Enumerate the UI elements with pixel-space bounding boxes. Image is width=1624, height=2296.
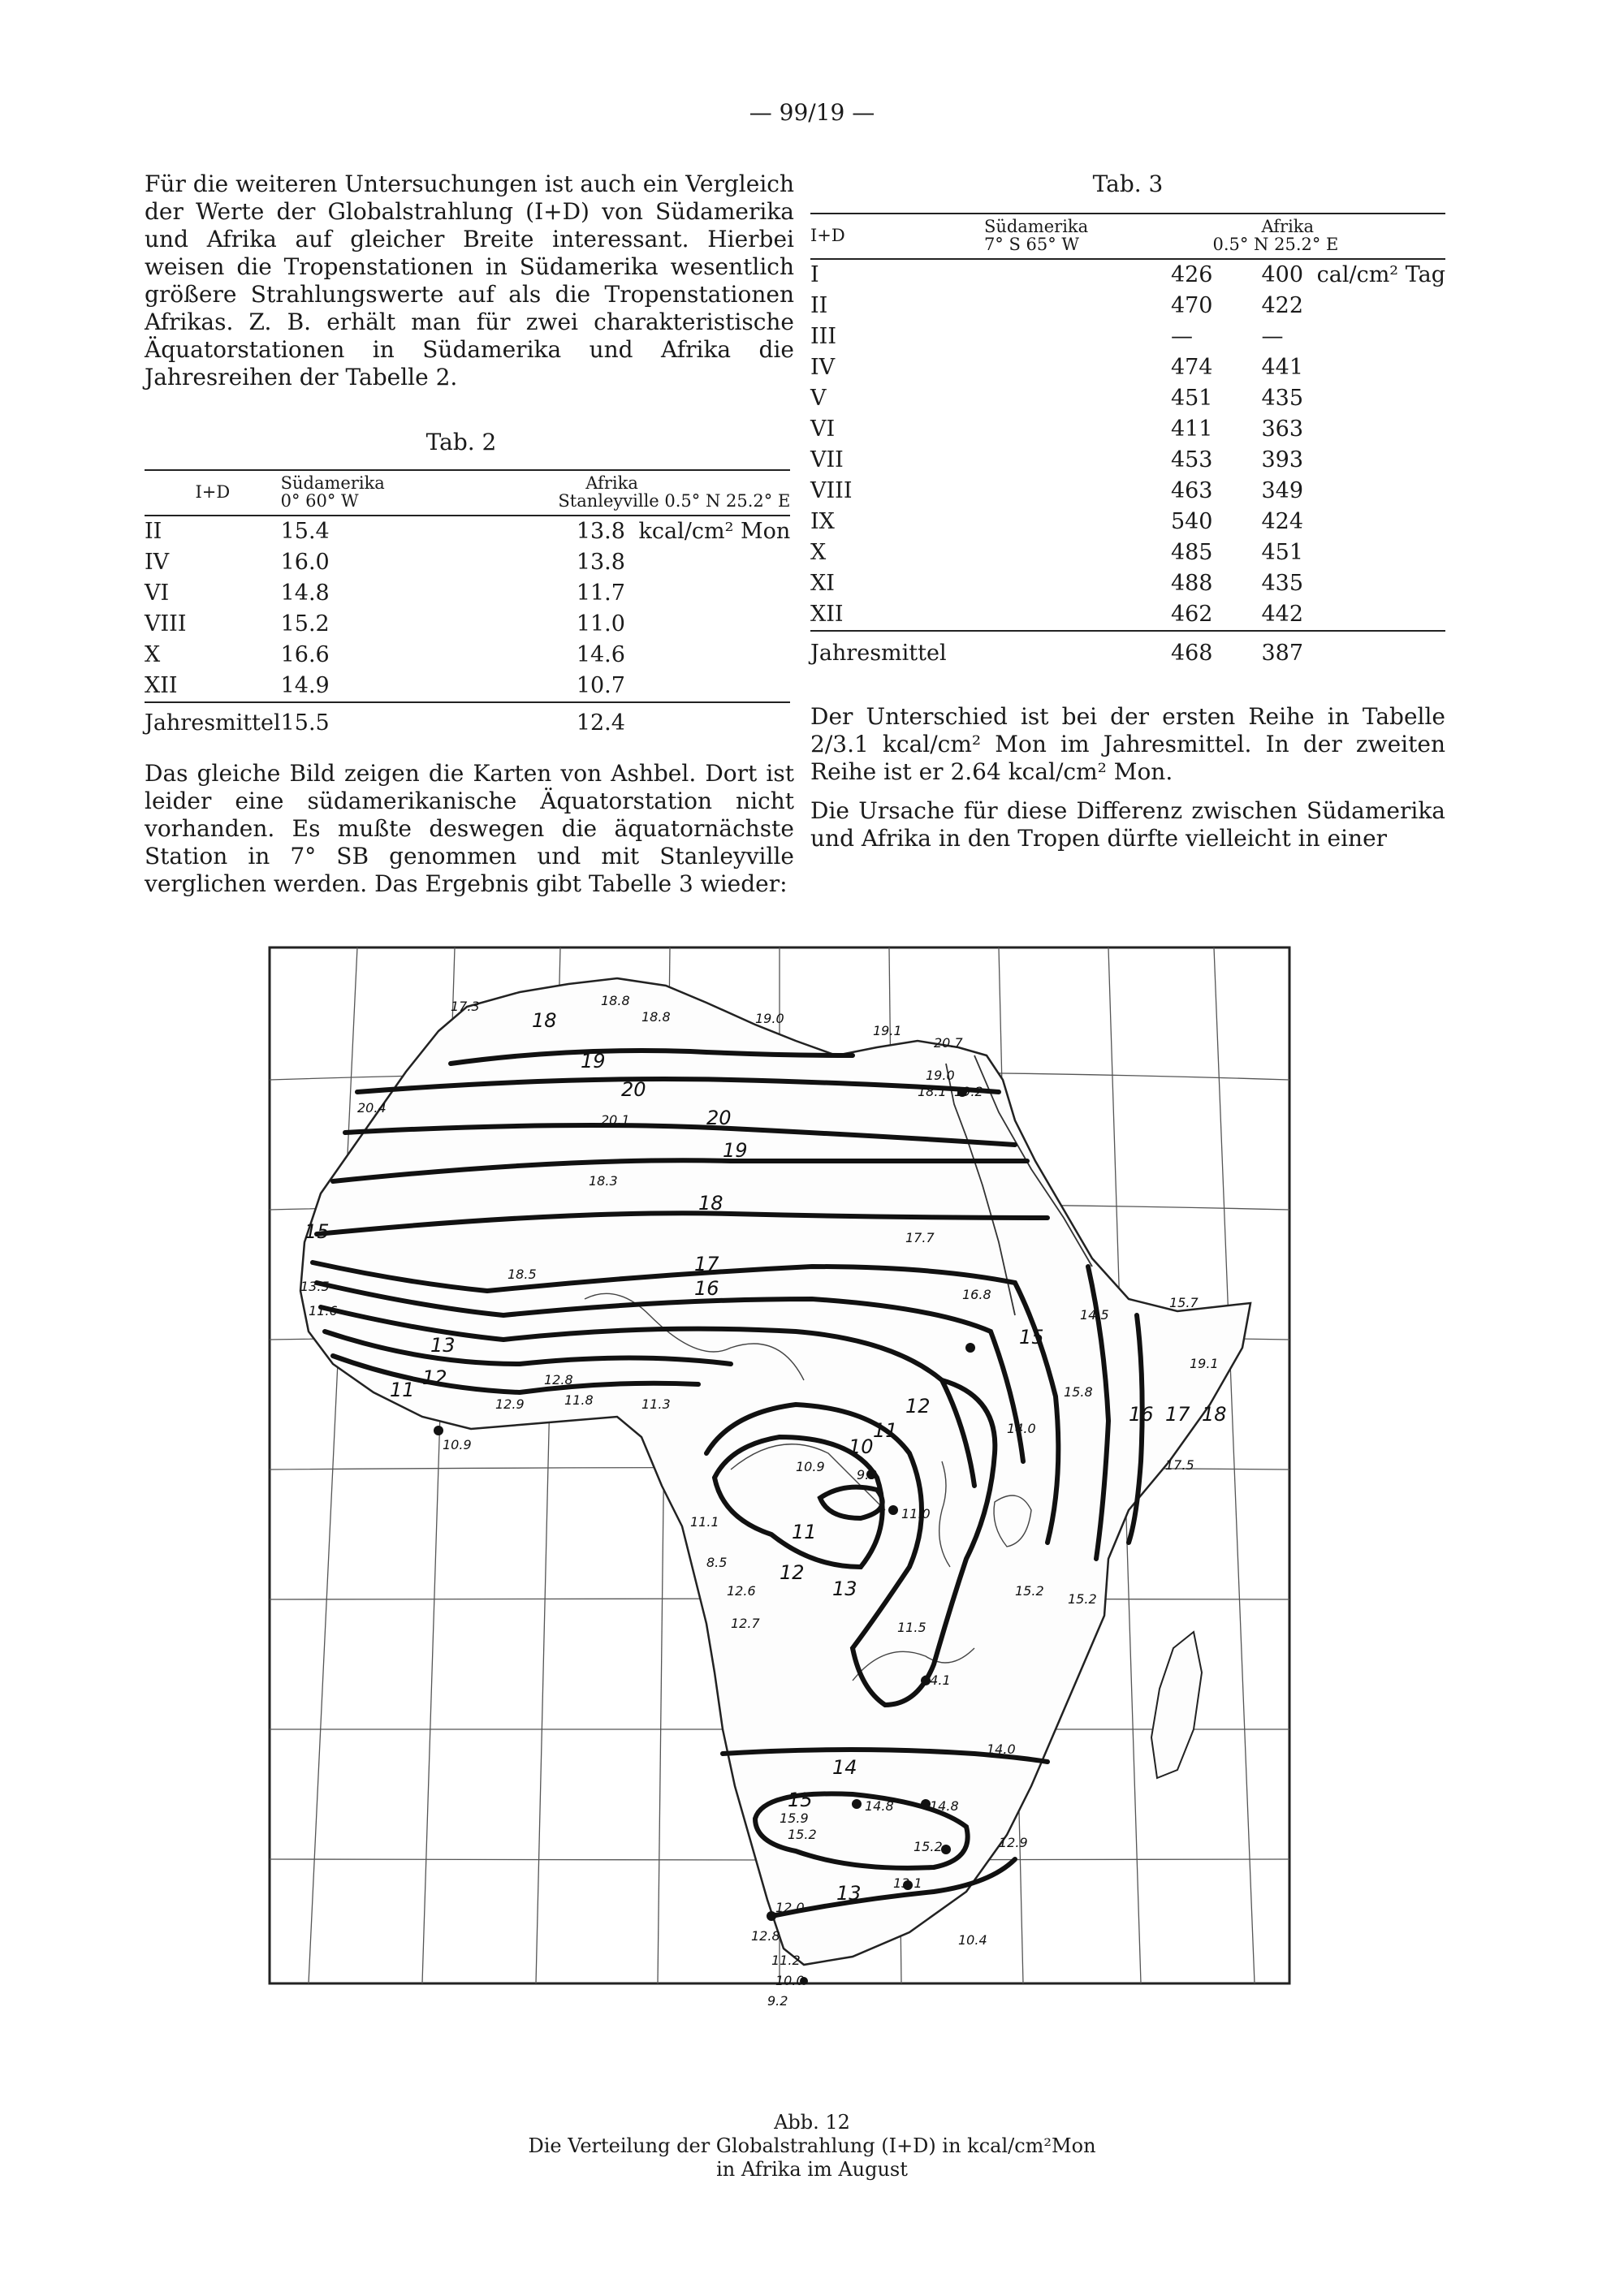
table-3-mean-label: Jahresmittel — [810, 641, 947, 666]
isoline-label: 19 — [581, 1050, 606, 1072]
station-value: 14.0 — [987, 1741, 1016, 1757]
table-row — [810, 507, 1445, 537]
table-3-sa-value: 485 — [1170, 540, 1213, 565]
table-3-unit: cal/cm² Tag — [1316, 262, 1445, 287]
table-3-grid — [810, 213, 1445, 669]
table-2-month: VI — [145, 580, 170, 606]
table-2-mean-row — [145, 702, 790, 739]
station-value: 16.8 — [962, 1287, 991, 1302]
table-row — [145, 516, 790, 547]
station-value: 12.0 — [775, 1900, 805, 1915]
isoline-label: 18 — [1202, 1403, 1227, 1426]
table-3-month: VIII — [810, 478, 853, 503]
isoline-label: 12 — [905, 1395, 931, 1418]
table-3-sa-value: 462 — [1170, 602, 1213, 627]
isoline-label: 17 — [1165, 1403, 1190, 1426]
left-paragraph-1: Für die weiteren Untersuchungen ist auch ein Vergleich der Werte der Globalstrahlung (I+D) von Südamerika und Afrika auf gleicher Breite interessant. Hierbei weisen die Tropenstationen in Südamerika wesentlich größere Strahlungswerte auf als die Tropenstationen Afrikas. Z. B. erhält man für zwei charakteristische Äquatorstationen in Südamerika und Afrika die Jahresreihen der Tabelle 2. — [145, 170, 794, 391]
station-value: 11.3 — [641, 1396, 671, 1412]
table-2-month: IV — [145, 550, 170, 575]
table-3-af-value: 451 — [1261, 540, 1304, 565]
isoline-label: 14 — [832, 1756, 857, 1779]
station-value: 11.1 — [690, 1514, 719, 1530]
table-2-sa-sub: 0° 60° W — [280, 491, 359, 511]
isoline-label: 13 — [836, 1882, 862, 1905]
table-2-month: VIII — [145, 611, 187, 637]
table-3-title: Tab. 3 — [1092, 170, 1164, 197]
table-3-sa-value: 474 — [1170, 355, 1213, 380]
station-value: 10.9 — [796, 1459, 825, 1474]
table-row — [145, 547, 790, 578]
table-row — [810, 291, 1445, 322]
station-value: 11.5 — [897, 1620, 926, 1635]
page-number: — 99/19 — — [749, 99, 875, 126]
right-paragraph-2: Die Ursache für diese Differenz zwischen Südamerika und Afrika in den Tropen dürfte vielleicht in einer — [810, 797, 1445, 852]
table-2-sa-value: 14.8 — [280, 580, 330, 606]
table-2-month: II — [145, 519, 162, 544]
isoline-label: 15 — [788, 1789, 813, 1811]
table-row — [810, 445, 1445, 476]
table-3-month: X — [810, 540, 827, 565]
table-row — [145, 578, 790, 609]
isoline-label: 15 — [304, 1220, 330, 1243]
table-row — [810, 476, 1445, 507]
station-value: 17.3 — [451, 999, 480, 1014]
isoline-label: 10 — [849, 1435, 874, 1458]
table-3-af-head: Afrika — [1261, 217, 1315, 236]
table-row — [145, 671, 790, 702]
isoline-label: 20 — [621, 1078, 646, 1101]
station-value: 14.8 — [865, 1798, 894, 1814]
station-value: 11.8 — [564, 1392, 594, 1408]
table-3-col-label: I+D — [810, 226, 845, 245]
table-3-af-value: 442 — [1261, 602, 1304, 627]
isoline-label: 11 — [792, 1521, 817, 1543]
station-value: 19.1 — [1190, 1356, 1219, 1371]
table-3-sa-value: 451 — [1170, 386, 1213, 411]
station-value: 18.5 — [508, 1267, 537, 1282]
table-3-month: VI — [810, 416, 836, 442]
table-3-af-sub: 0.5° N 25.2° E — [1212, 235, 1339, 254]
station-value: 9.2 — [767, 1993, 788, 2009]
station-value: 14.5 — [1080, 1307, 1109, 1323]
table-3-sa-value: 488 — [1170, 571, 1213, 596]
table-3-month: III — [810, 324, 836, 349]
station-value: 15.2 — [914, 1839, 943, 1854]
station-value: 14.0 — [1007, 1421, 1036, 1436]
table-2-col-label: I+D — [195, 482, 231, 502]
figure-caption-number: Abb. 12 — [774, 2111, 850, 2134]
table-3-mean-sa: 468 — [1170, 641, 1213, 666]
station-value: 12.9 — [999, 1835, 1028, 1850]
figure-caption-line-2: Die Verteilung der Globalstrahlung (I+D) in kcal/cm²Mon — [528, 2134, 1096, 2157]
table-3-af-value: 400 — [1261, 262, 1304, 287]
table-row — [810, 322, 1445, 352]
isoline-label: 19 — [723, 1139, 748, 1162]
table-2-mean-sa: 15.5 — [280, 710, 330, 736]
table-3-af-value: 363 — [1261, 416, 1304, 442]
station-value: 18.3 — [589, 1173, 618, 1189]
table-2-af-value: 13.8 — [576, 550, 625, 575]
station-value: 12.8 — [544, 1372, 573, 1388]
station-value: 15.2 — [788, 1827, 817, 1842]
station-value: 10.4 — [958, 1932, 987, 1948]
station-value: 10.9 — [443, 1437, 472, 1452]
table-3-sa-value: 540 — [1170, 509, 1213, 534]
station-value: 18.8 — [601, 993, 630, 1008]
table-2-title: Tab. 2 — [425, 429, 497, 455]
table-3-month: IV — [810, 355, 836, 380]
table-3-mean-af: 387 — [1261, 641, 1304, 666]
table-3-month: VII — [810, 447, 844, 473]
isoline-label: 18 — [532, 1009, 557, 1032]
station-value: 11.6 — [309, 1303, 338, 1318]
table-3-month: XII — [810, 602, 844, 627]
station-value: 13.1 — [893, 1875, 922, 1891]
table-2-af-value: 11.7 — [576, 580, 625, 606]
madagascar — [1151, 1632, 1202, 1778]
table-2-sa-value: 16.6 — [280, 642, 330, 667]
table-row — [810, 383, 1445, 414]
station-value: 20.7 — [934, 1035, 963, 1051]
table-3-af-value: 349 — [1261, 478, 1304, 503]
table-2-sa-head: Südamerika — [280, 473, 385, 493]
table-row — [810, 352, 1445, 383]
table-2-mean-label: Jahresmittel — [145, 710, 281, 736]
station-value: 10.0 — [775, 1973, 805, 1988]
table-3-month: IX — [810, 509, 835, 534]
table-3-month: V — [810, 386, 827, 411]
isoline-label: 13 — [430, 1334, 456, 1357]
table-row — [810, 259, 1445, 291]
station-value: 15.9 — [780, 1810, 809, 1826]
station-value: 12.8 — [751, 1928, 780, 1944]
table-3-mean-row — [810, 631, 1445, 669]
left-paragraph-2: Das gleiche Bild zeigen die Karten von Ashbel. Dort ist leider eine südamerikanische Äquatorstation nicht vorhanden. Es mußte deswegen die äquatornächste Station in 7° SB genommen und mit Stanleyville verglichen werden. Das Ergebnis gibt Tabelle 3 wieder: — [145, 760, 794, 897]
station-value: 12.9 — [495, 1396, 525, 1412]
table-2-af-head: Afrika — [585, 473, 638, 493]
station-value: 18.8 — [641, 1009, 671, 1025]
table-2-sa-value: 15.4 — [280, 519, 330, 544]
table-3-af-value: 424 — [1261, 509, 1304, 534]
table-3-sa-value: 463 — [1170, 478, 1213, 503]
station-value: 15.7 — [1169, 1295, 1199, 1310]
station-value: 8.5 — [706, 1555, 728, 1570]
station-value: 9.9 — [857, 1467, 878, 1482]
table-3-header — [810, 214, 1445, 259]
table-2-af-value: 11.0 — [576, 611, 625, 637]
right-paragraph-1: Der Unterschied ist bei der ersten Reihe in Tabelle 2/3.1 kcal/cm² Mon im Jahresmittel. In der zweiten Reihe ist er 2.64 kcal/cm² Mon. — [810, 703, 1445, 785]
isoline-label: 11 — [390, 1379, 415, 1401]
table-row — [145, 609, 790, 640]
table-2-month: X — [145, 642, 161, 667]
isoline-label: 16 — [694, 1277, 719, 1300]
station-value: 13.5 — [300, 1279, 330, 1294]
table-3-month: XI — [810, 571, 835, 596]
table-3-sa-value: 453 — [1170, 447, 1213, 473]
table-row — [810, 414, 1445, 445]
isoline-label: 11 — [873, 1419, 898, 1442]
station-value: 12.7 — [731, 1616, 760, 1631]
table-3-sa-value: 411 — [1170, 416, 1213, 442]
table-2-af-sub: Stanleyville 0.5° N 25.2° E — [558, 491, 791, 511]
station-value: 11.2 — [771, 1953, 801, 1968]
table-3 — [810, 170, 1445, 669]
isoline-label: 13 — [832, 1577, 857, 1600]
station-value: 11.0 — [901, 1506, 931, 1521]
figure-caption-line-3: in Afrika im August — [716, 2158, 908, 2181]
table-2-sa-value: 14.9 — [280, 673, 330, 698]
table-2-sa-value: 16.0 — [280, 550, 330, 575]
table-3-month: I — [810, 262, 819, 287]
table-3-af-value: 435 — [1261, 571, 1304, 596]
table-2-grid — [145, 469, 790, 739]
station-value: 18.1 — [918, 1084, 947, 1099]
isoline-label: 16 — [1129, 1403, 1154, 1426]
table-2-mean-af: 12.4 — [576, 710, 625, 736]
table-3-month: II — [810, 293, 828, 318]
table-2-af-value: 13.8 — [576, 519, 625, 544]
isoline-label: 17 — [694, 1253, 719, 1275]
table-3-sa-head: Südamerika — [983, 217, 1089, 236]
station-value: 15.2 — [1015, 1583, 1044, 1599]
table-2-header — [145, 470, 790, 516]
table-3-af-value: 435 — [1261, 386, 1304, 411]
table-3-af-value: 393 — [1261, 447, 1304, 473]
station-value: 20.1 — [601, 1112, 630, 1128]
table-row — [810, 599, 1445, 631]
table-2-af-value: 14.6 — [576, 642, 625, 667]
station-value: 20.4 — [357, 1100, 387, 1116]
table-2-unit: kcal/cm² Mon — [638, 519, 791, 544]
africa-radiation-map — [268, 946, 1291, 2009]
figure-caption — [0, 2111, 1624, 2182]
left-column — [145, 170, 794, 898]
station-value: 19.0 — [926, 1068, 955, 1083]
table-3-sa-value: 426 — [1170, 262, 1213, 287]
station-value: 14.8 — [930, 1798, 959, 1814]
station-value: 19.1 — [873, 1023, 902, 1038]
table-row — [145, 640, 790, 671]
table-2-af-value: 10.7 — [576, 673, 625, 698]
isoline-label: 18 — [698, 1192, 723, 1215]
table-3-af-value: 441 — [1261, 355, 1304, 380]
isoline-label: 20 — [706, 1107, 732, 1129]
table-3-sa-value: 470 — [1170, 293, 1213, 318]
right-column — [810, 170, 1445, 852]
table-3-sa-sub: 7° S 65° W — [983, 235, 1080, 254]
station-value: 19.0 — [755, 1011, 784, 1026]
station-value: 12.6 — [727, 1583, 756, 1599]
table-row — [810, 537, 1445, 568]
table-2-sa-value: 15.2 — [280, 611, 330, 637]
station-value: 15.2 — [1068, 1591, 1097, 1607]
table-3-af-value: 422 — [1261, 293, 1304, 318]
isoline-label: 12 — [422, 1366, 447, 1389]
station-value: 17.7 — [905, 1230, 935, 1245]
table-3-af-value: — — [1261, 324, 1284, 349]
table-2 — [145, 429, 791, 739]
station-value: 15.8 — [1064, 1384, 1093, 1400]
table-3-sa-value: — — [1170, 324, 1193, 349]
isoline-label: 15 — [1019, 1326, 1044, 1349]
isoline-label: 12 — [780, 1561, 805, 1584]
station-value: 19.2 — [954, 1084, 983, 1099]
table-row — [810, 568, 1445, 599]
station-value: 17.5 — [1165, 1457, 1194, 1473]
station-value: 14.1 — [922, 1672, 951, 1688]
table-2-month: XII — [145, 673, 178, 698]
